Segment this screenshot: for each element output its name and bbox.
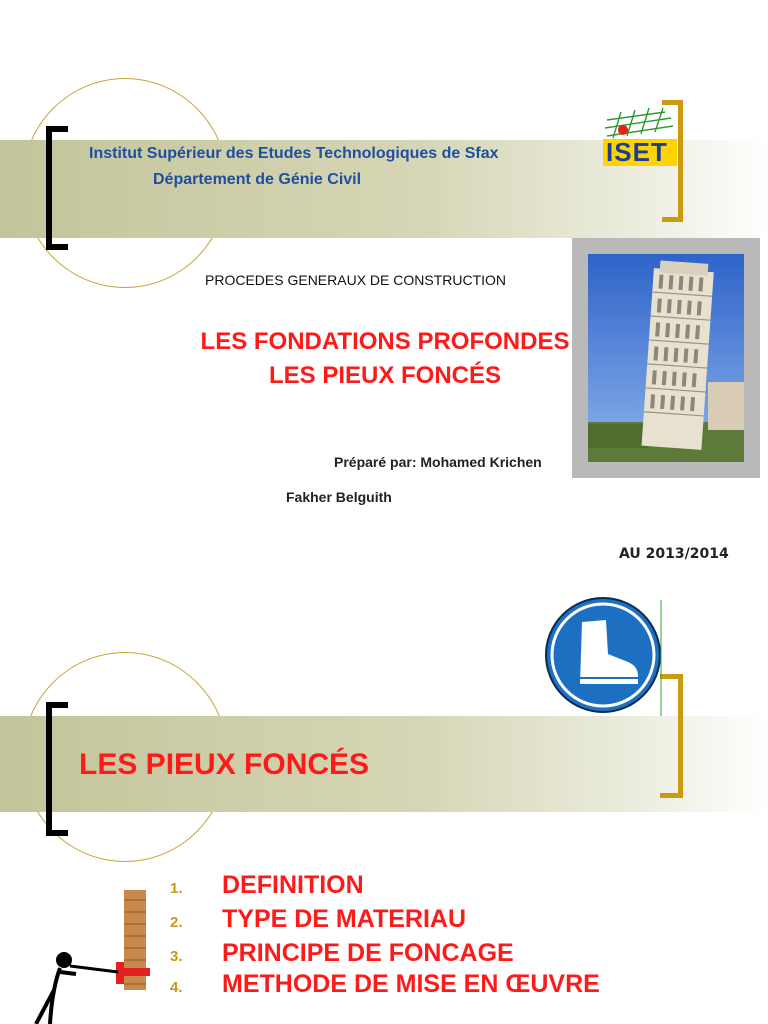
item-label: TYPE DE MATERIAU [222,905,466,933]
left-bracket [46,126,68,250]
slide-title: LES PIEUX FONCÉS [79,748,370,781]
item-number: 1. [170,880,183,897]
coauthor: Fakher Belguith [286,489,392,505]
photo-frame [572,238,760,478]
left-bracket [46,702,68,836]
list-item [170,936,622,970]
presentation-title-line2: LES PIEUX FONCÉS [268,362,502,389]
item-number: 4. [170,979,183,996]
institute-name: Institut Supérieur des Etudes Technologiques de Sfax [89,145,499,162]
outline-slide [0,580,768,1024]
item-number: 2. [170,914,183,931]
stick-figure-pushing-pile-icon [30,890,170,1024]
item-number: 3. [170,948,183,965]
list-item [170,902,622,936]
prepared-by: Préparé par: Mohamed Krichen [334,454,542,470]
leaning-tower-photo [588,254,744,462]
iset-logo-text: ISET [606,137,668,167]
outline-list [170,868,622,998]
item-label: METHODE DE MISE EN ŒUVRE [222,970,600,998]
item-label: PRINCIPE DE FONCAGE [222,939,514,967]
list-item [170,970,622,998]
academic-year: AU 2013/2014 [619,546,729,562]
course-name: PROCEDES GENERAUX DE CONSTRUCTION [205,272,507,288]
iset-logo [601,106,679,168]
department-name: Département de Génie Civil [153,171,362,188]
safety-boots-icon [544,596,664,716]
presentation-title-line1: LES FONDATIONS PROFONDES [200,328,570,355]
item-label: DEFINITION [222,871,364,899]
list-item [170,868,622,902]
